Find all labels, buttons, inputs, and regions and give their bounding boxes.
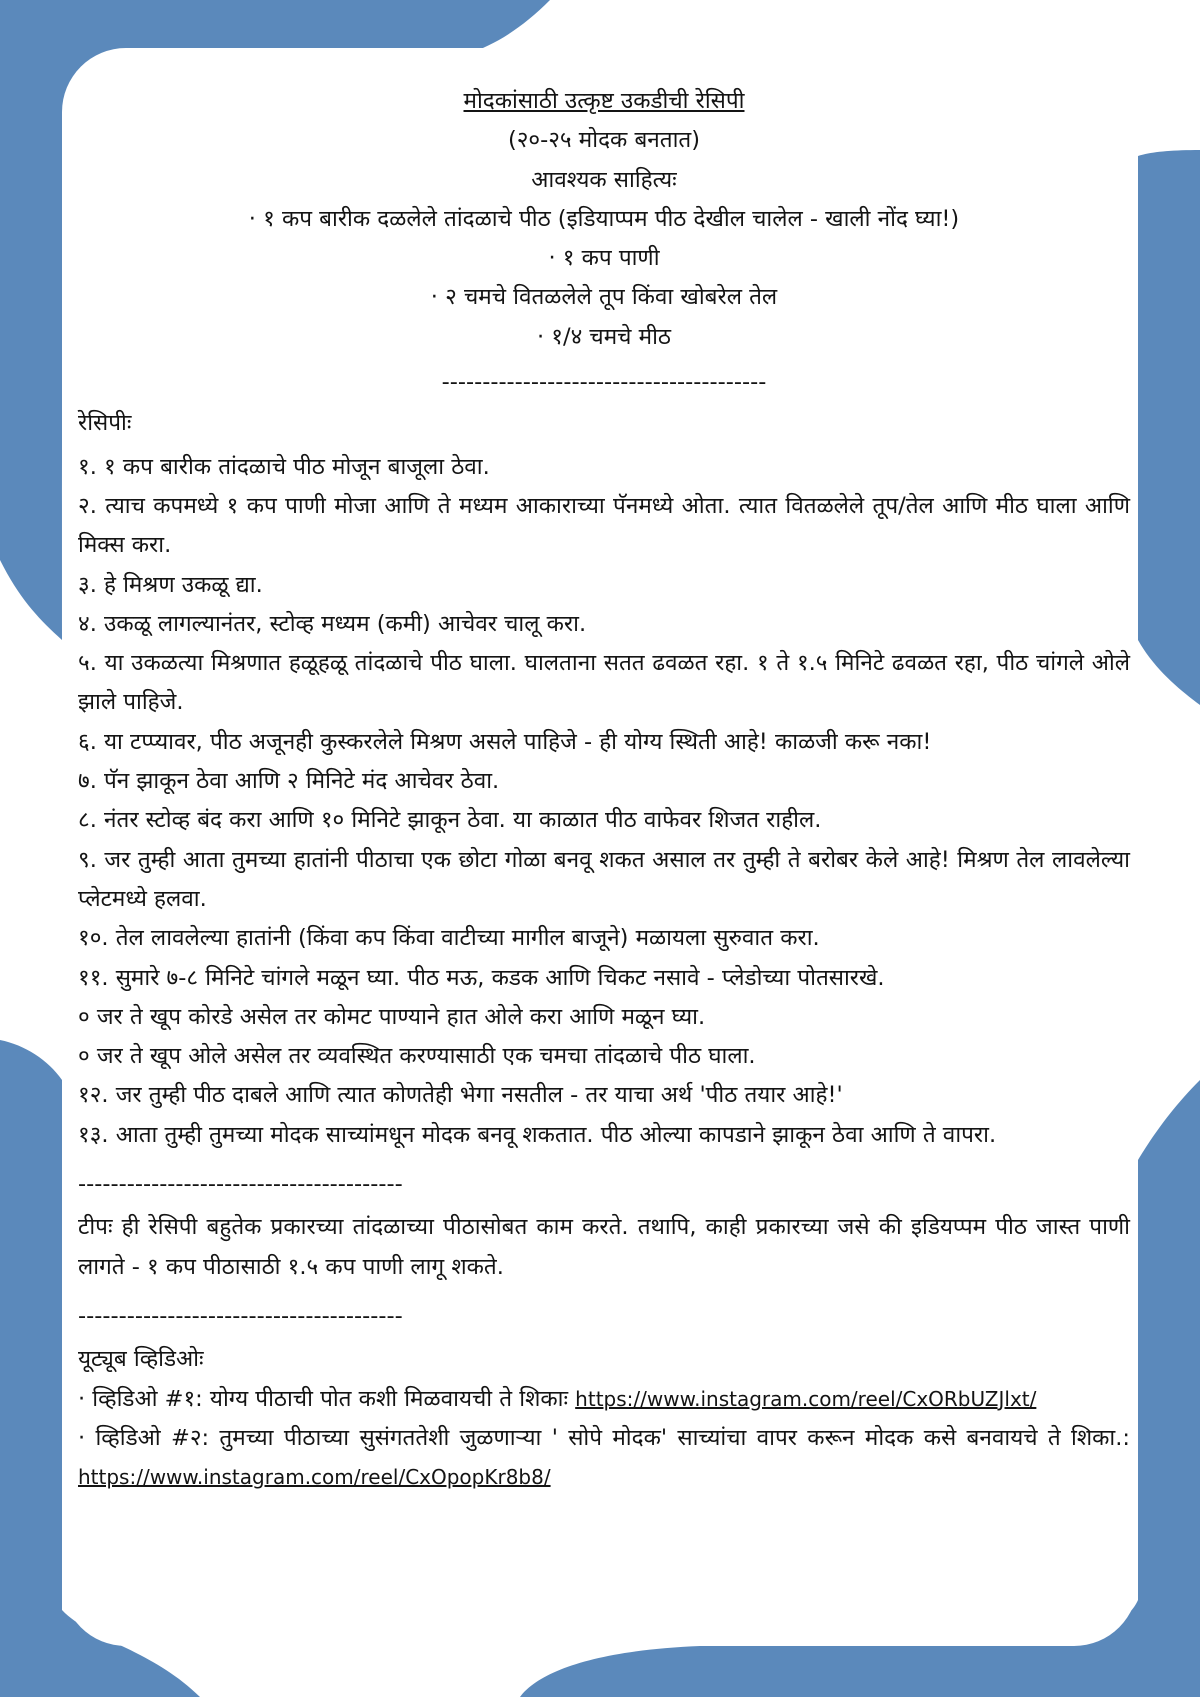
recipe-substep: ० जर ते खूप कोरडे असेल तर कोमट पाण्याने हात ओले करा आणि मळून घ्या. [78, 1003, 706, 1030]
recipe-heading: रेसिपीः [78, 410, 132, 437]
recipe-document [78, 82, 1130, 1497]
recipe-step: १. १ कप बारीक तांदळाचे पीठ मोजून बाजूला ठेवा. [78, 453, 490, 480]
recipe-step: १३. आता तुम्ही तुमच्या मोदक साच्यांमधून मोदक बनवू शकतात. पीठ ओल्या कापडाने झाकून ठेवा आणि ते वापरा. [78, 1121, 997, 1148]
ingredients-heading: आवश्यक साहित्यः [531, 166, 677, 193]
separator-line: ---------------------------------------- [78, 1171, 403, 1198]
recipe-step: ८. नंतर स्टोव्ह बंद करा आणि १० मिनिटे झाकून ठेवा. या काळात पीठ वाफेवर शिजत राहील. [78, 807, 822, 834]
recipe-step: ३. हे मिश्रण उकळू द्या. [78, 571, 263, 598]
video-1-link[interactable]: https://www.instagram.com/reel/CxORbUZJlxt/ [575, 1386, 1037, 1411]
recipe-step: ५. या उकळत्या मिश्रणात हळूहळू तांदळाचे पीठ घाला. घालताना सतत ढवळत रहा. १ ते १.५ मिनिटे ढवळत रहा, पीठ चांगले ओले झाले पाहिजे. [78, 650, 1130, 716]
ingredient-item: · १ कप बारीक दळलेले तांदळाचे पीठ (इडियाप्पम पीठ देखील चालेल - खाली नोंद घ्या!) [248, 205, 960, 232]
video-1-description: · व्हिडिओ #१: योग्य पीठाची पोत कशी मिळवायची ते शिकाः [78, 1385, 576, 1412]
recipe-step: ७. पॅन झाकून ठेवा आणि २ मिनिटे मंद आचेवर ठेवा. [78, 768, 500, 795]
video-2-description: · व्हिडिओ #२: तुमच्या पीठाच्या सुसंगततेशी जुळणाऱ्या ' सोपे मोदक' साच्यांचा वापर करून मोदक कसे बनवायचे ते शिका.: [78, 1424, 1130, 1451]
tip-note: टीपः ही रेसिपी बहुतेक प्रकारच्या तांदळाच्या पीठासोबत काम करते. तथापि, काही प्रकारच्या जसे की इडियप्पम पीठ जास्त पाणी लागते - १ कप पीठासाठी १.५ कप पाणी लागू शकते. [78, 1214, 1130, 1280]
ingredient-item: · २ चमचे वितळलेले तूप किंवा खोबरेल तेल [430, 284, 778, 311]
recipe-step: ९. जर तुम्ही आता तुमच्या हातांनी पीठाचा एक छोटा गोळा बनवू शकत असाल तर तुम्ही ते बरोबर केले आहे! मिश्रण तेल लावलेल्या प्लेटमध्ये हलवा. [78, 846, 1130, 912]
ingredient-item: · १/४ चमचे मीठ [537, 323, 671, 350]
recipe-title: मोदकांसाठी उत्कृष्ट उकडीची रेसिपी [463, 88, 745, 114]
right-top-blob [1138, 150, 1200, 705]
separator-line: ---------------------------------------- [441, 369, 767, 396]
recipe-step: २. त्याच कपमध्ये १ कप पाणी मोजा आणि ते मध्यम आकाराच्या पॅनमध्ये ओता. त्यात वितळलेले तूप/तेल आणि मीठ घाला आणि मिक्स करा. [78, 492, 1130, 559]
recipe-step: ४. उकळू लागल्यानंतर, स्टोव्ह मध्यम (कमी) आचेवर चालू करा. [78, 610, 587, 637]
ingredient-item: · १ कप पाणी [548, 245, 660, 272]
recipe-step: ६. या टप्प्यावर, पीठ अजूनही कुस्करलेले मिश्रण असले पाहिजे - ही योग्य स्थिती आहे! काळजी करू नका! [78, 728, 932, 755]
recipe-step: ११. सुमारे ७-८ मिनिटे चांगले मळून घ्या. पीठ मऊ, कडक आणि चिकट नसावे - प्लेडोच्या पोतसारखे. [78, 964, 885, 991]
videos-heading: यूट्यूब व्हिडिओः [78, 1346, 204, 1373]
recipe-yield: (२०-२५ मोदक बनतात) [507, 127, 701, 154]
recipe-steps [78, 448, 1130, 1155]
recipe-step: १०. तेल लावलेल्या हातांनी (किंवा कप किंवा वाटीच्या मागील बाजूने) मळायला सुरुवात करा. [78, 925, 820, 952]
recipe-substep: ० जर ते खूप ओले असेल तर व्यवस्थित करण्यासाठी एक चमचा तांदळाचे पीठ घाला. [78, 1043, 756, 1070]
video-item-1 [78, 1380, 1130, 1419]
video-2-link[interactable]: https://www.instagram.com/reel/CxOpopKr8b8/ [78, 1465, 551, 1490]
separator-line: ---------------------------------------- [78, 1302, 403, 1329]
recipe-step: १२. जर तुम्ही पीठ दाबले आणि त्यात कोणतेही भेगा नसतील - तर याचा अर्थ 'पीठ तयार आहे!' [78, 1082, 843, 1109]
header-block [78, 82, 1130, 402]
video-item-2 [78, 1419, 1130, 1498]
